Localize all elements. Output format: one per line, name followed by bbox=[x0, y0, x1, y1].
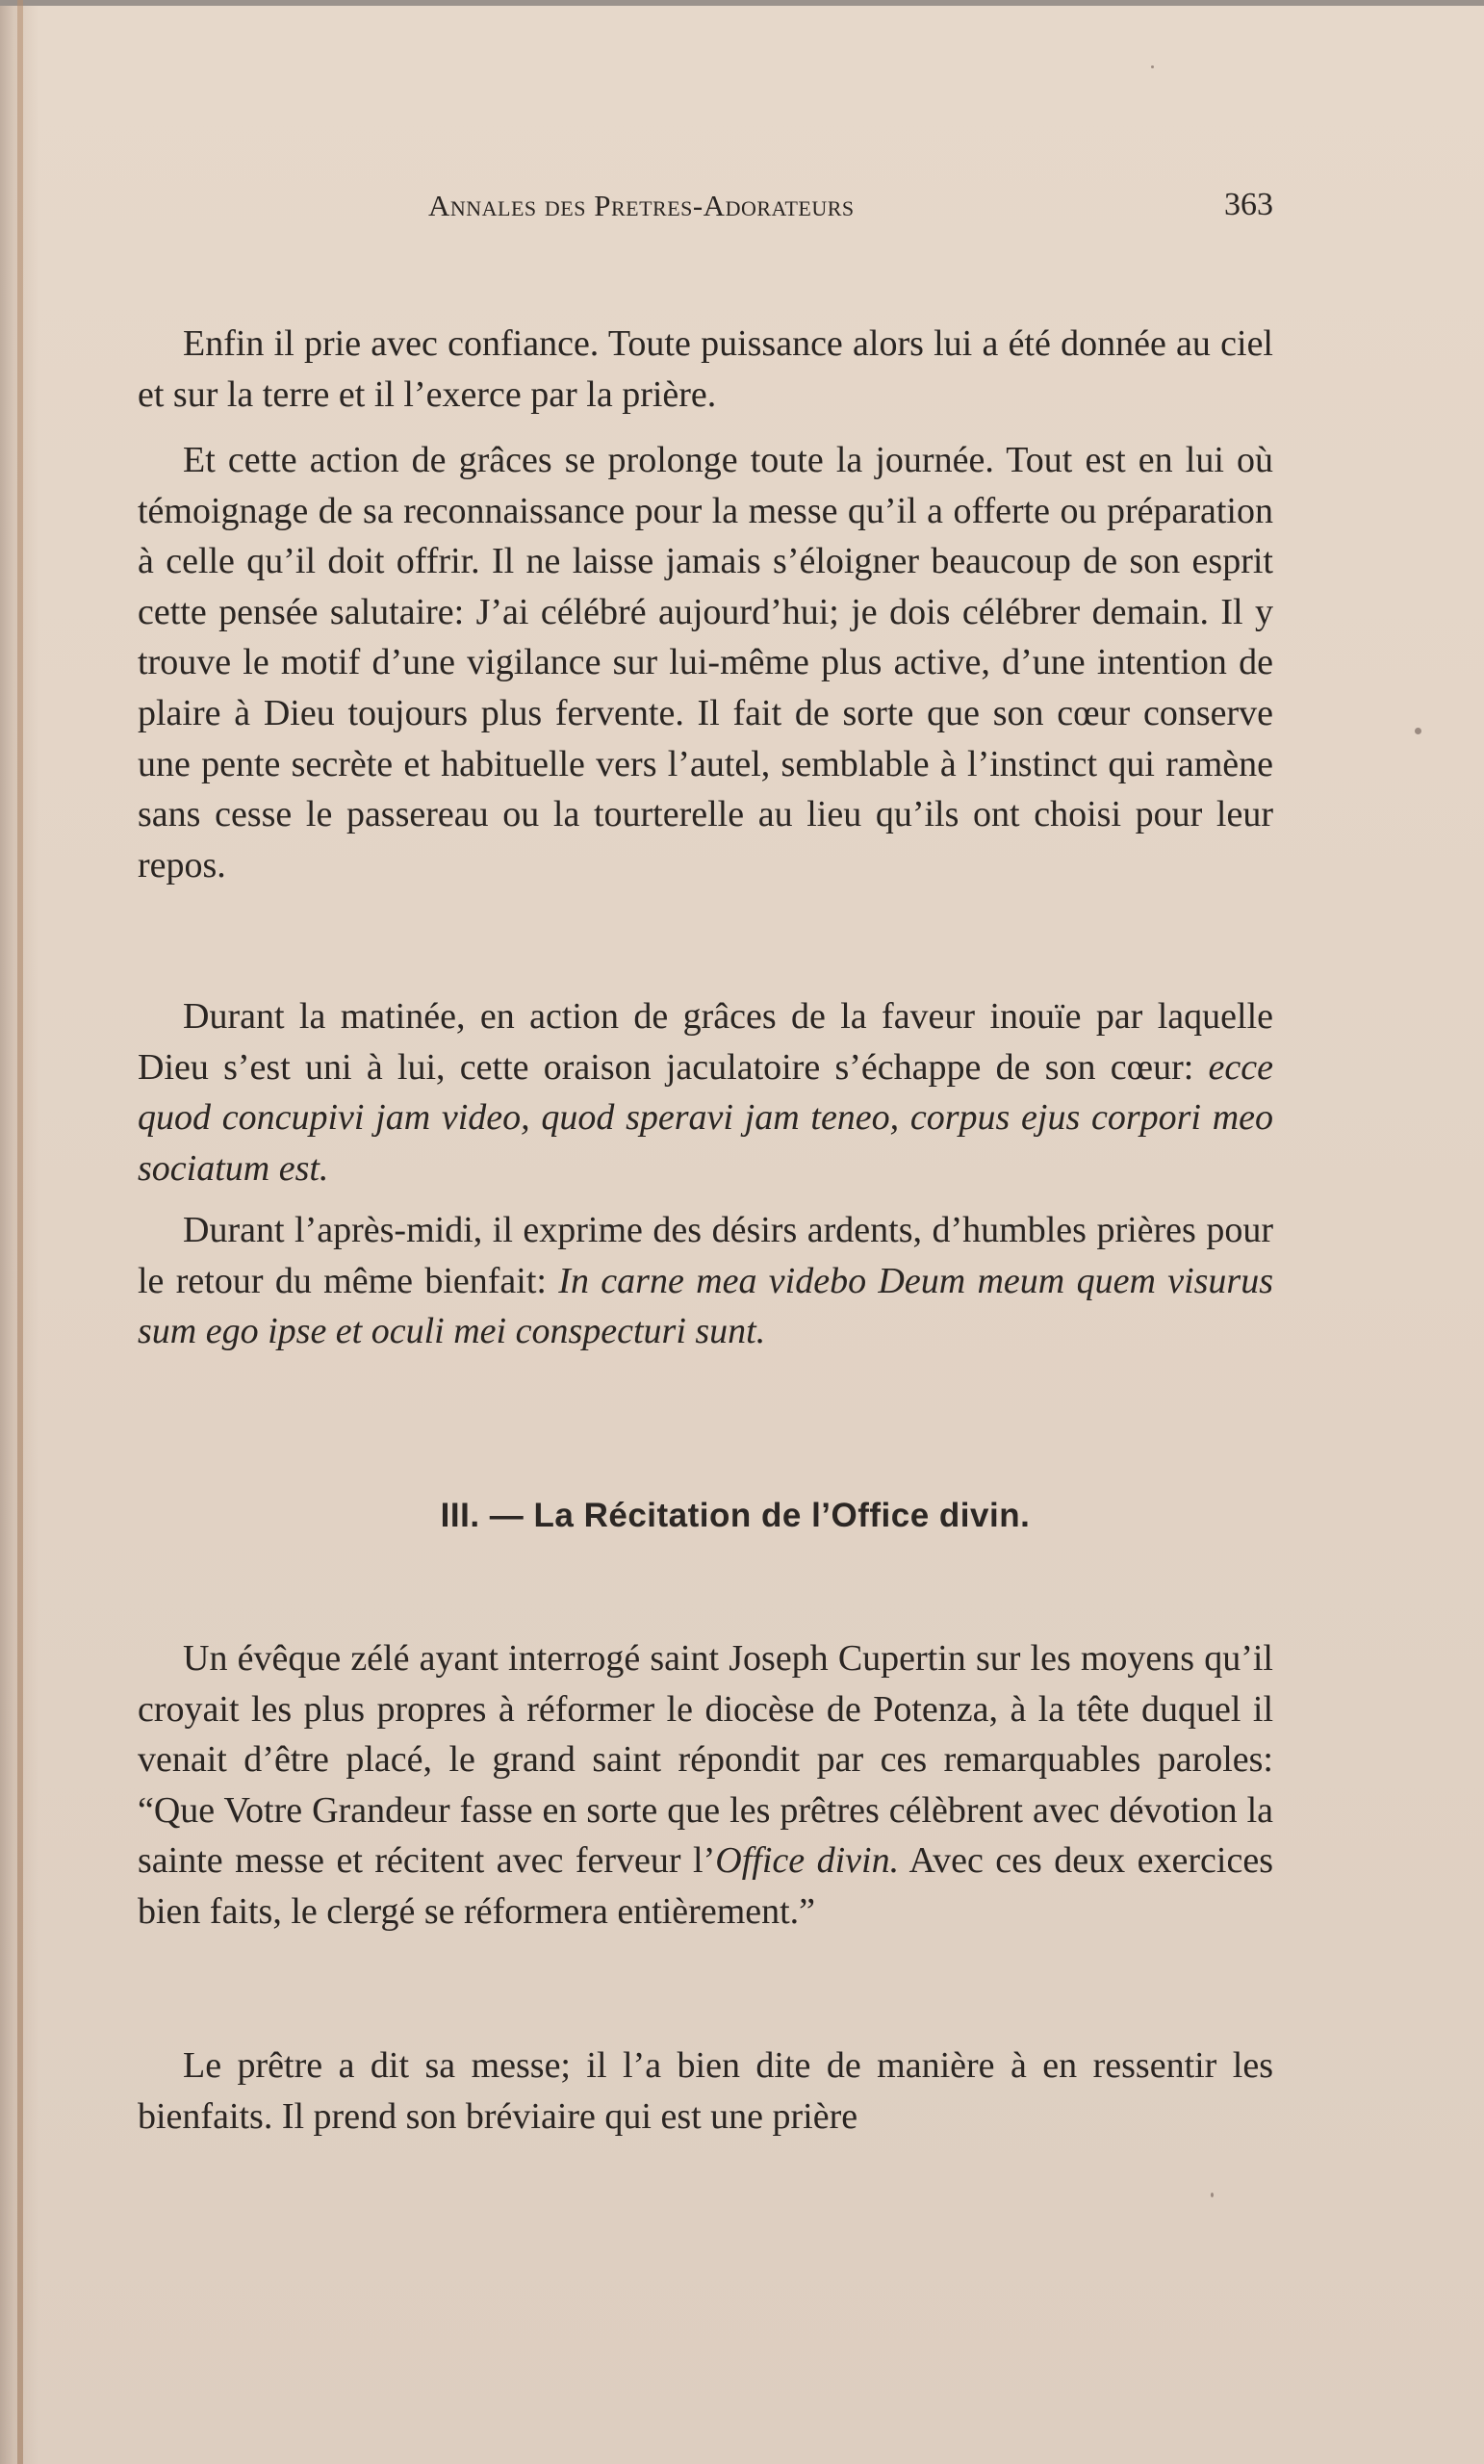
section-heading-text: III. — La Récitation de l’Office divin. bbox=[440, 1497, 1031, 1534]
paragraph-matinee bbox=[138, 991, 1273, 1194]
paragraph-apres-midi-text: Durant l’après-midi, il exprime des désirs ardents, d’humbles prières pour le retour du même bienfait: bbox=[138, 1210, 1273, 1301]
paper-speck bbox=[1211, 2193, 1214, 2197]
office-divin-italic: Office divin. bbox=[715, 1840, 900, 1882]
top-edge bbox=[0, 0, 1484, 6]
section-heading bbox=[0, 1497, 1484, 1535]
paragraph-matinee-text: Durant la matinée, en action de grâces de la faveur inouïe par laquelle Dieu s’est uni à lui, cette oraison jaculatoire s’échappe de son cœur: bbox=[138, 996, 1273, 1088]
paragraph-eveque-text: Un évêque zélé ayant interrogé saint Joseph Cupertin sur les moyens qu’il croyait les plus propres à réformer le diocèse de Potenza, à la tête duquel il venait d’être placé, le grand saint répondit par ces remarquables paroles: “Que Votre Grandeur fasse en sorte que les prêtres célèbrent avec dévotion la sainte messe et récitent avec ferveur l’ bbox=[138, 1638, 1273, 1882]
paper-speck bbox=[1151, 65, 1154, 68]
binding-edge bbox=[17, 0, 23, 2464]
paragraph-eveque bbox=[138, 1633, 1273, 1938]
latin-quote-ecce: ecce quod concupivi jam video, quod speravi jam teneo, corpus ejus corpori meo sociatum est. bbox=[138, 1046, 1273, 1189]
page-number: 363 bbox=[1224, 187, 1273, 222]
paragraph-pretre: Le prêtre a dit sa messe; il l’a bien dite de manière à en ressentir les bienfaits. Il prend son bréviaire qui est une prière bbox=[138, 2045, 1273, 2137]
paper-speck bbox=[1415, 728, 1421, 734]
latin-quote-in-carne: In carne mea videbo Deum meum quem visurus sum ego ipse et oculi mei conspecturi sunt. bbox=[138, 1260, 1274, 1352]
running-header bbox=[0, 189, 1484, 237]
paragraph-action-de-graces: Et cette action de grâces se prolonge toute la journée. Tout est en lui où témoignage de sa reconnaissance pour la messe qu’il a offerte ou préparation à celle qu’il doit offrir. Il ne laisse jamais s’éloigner beaucoup de son esprit cette pensée salutaire: J’ai célébré aujourd’hui; je dois célébrer demain. Il y trouve le motif d’une vigilance sur lui-même plus active, d’une intention de plaire à Dieu toujours plus fervente. Il fait de sorte que son cœur conserve une pente secrète et habituelle vers l’autel, semblable à l’instinct qui ramène sans cesse le passereau ou la tourterelle au lieu qu’ils ont choisi pour leur repos. bbox=[138, 440, 1273, 886]
paragraph-eveque-tail: Avec ces deux exercices bien faits, le clergé se réformera entièrement.” bbox=[138, 1840, 1273, 1932]
paragraph-confiance: Enfin il prie avec confiance. Toute puissance alors lui a été donnée au ciel et sur la terre et il l’exerce par la prière. bbox=[138, 323, 1273, 415]
paragraph-apres-midi bbox=[138, 1205, 1273, 1357]
running-title: Annales des Pretres-Adorateurs bbox=[428, 189, 855, 222]
